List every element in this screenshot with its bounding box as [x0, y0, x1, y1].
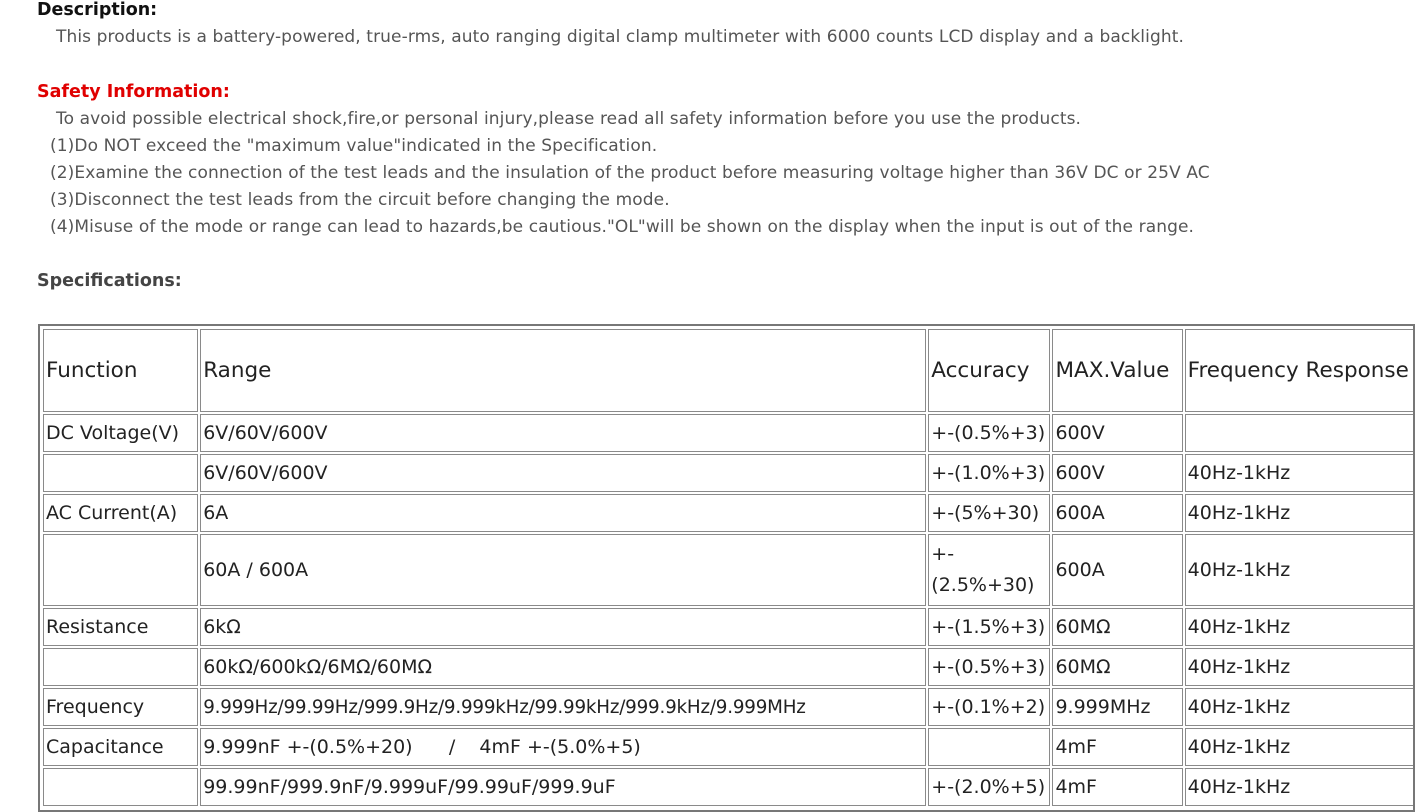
cell-max-value: 4mF: [1052, 728, 1182, 766]
cell-function: Capacitance: [43, 728, 198, 766]
cell-function: AC Current(A): [43, 494, 198, 532]
cell-accuracy: [928, 534, 1050, 606]
cell-function: Resistance: [43, 608, 198, 646]
safety-intro: To avoid possible electrical shock,fire,or personal injury,please read all safety information before you use the products.: [56, 109, 1082, 129]
cell-range: 6V/60V/600V: [200, 454, 926, 492]
table-row: [43, 648, 1415, 686]
cell-function: DC Voltage(V): [43, 414, 198, 452]
cell-function: [43, 648, 198, 686]
safety-item-1: (1)Do NOT exceed the "maximum value"indicated in the Specification.: [50, 136, 658, 156]
cell-accuracy: [928, 728, 1050, 766]
cell-function: [43, 768, 198, 806]
cell-accuracy-line2: (2.5%+30): [931, 574, 1035, 596]
header-accuracy: Accuracy: [928, 329, 1050, 412]
cell-frequency: 40Hz-1kHz: [1185, 494, 1415, 532]
table-row: [43, 534, 1415, 606]
cell-range: 6V/60V/600V: [200, 414, 926, 452]
header-max-value: MAX.Value: [1052, 329, 1182, 412]
specifications-table-frame: [38, 324, 1415, 812]
safety-item-4: (4)Misuse of the mode or range can lead to hazards,be cautious."OL"will be shown on the display when the input is out of the range.: [50, 217, 1195, 237]
cell-frequency: 40Hz-1kHz: [1185, 454, 1415, 492]
cell-accuracy-line1: +-: [931, 543, 955, 565]
header-frequency-response: Frequency Response: [1185, 329, 1415, 412]
cell-frequency: [1185, 414, 1415, 452]
specifications-heading: Specifications:: [37, 271, 182, 291]
cell-accuracy: +-(1.0%+3): [928, 454, 1050, 492]
cell-accuracy: +-(5%+30): [928, 494, 1050, 532]
cell-max-value: 600V: [1052, 454, 1182, 492]
cell-frequency: 40Hz-1kHz: [1185, 768, 1415, 806]
cell-frequency: 40Hz-1kHz: [1185, 648, 1415, 686]
cell-range: 60A / 600A: [200, 534, 926, 606]
cell-range: 9.999nF +-(0.5%+20) / 4mF +-(5.0%+5): [200, 728, 926, 766]
cell-range: 60kΩ/600kΩ/6MΩ/60MΩ: [200, 648, 926, 686]
cell-range: 99.99nF/999.9nF/9.999uF/99.99uF/999.9uF: [200, 768, 926, 806]
cell-max-value: 600V: [1052, 414, 1182, 452]
cell-function: [43, 534, 198, 606]
safety-heading: Safety Information:: [37, 82, 230, 102]
table-row: [43, 414, 1415, 452]
table-row: [43, 494, 1415, 532]
cell-frequency: 40Hz-1kHz: [1185, 534, 1415, 606]
specifications-table: [41, 327, 1415, 808]
table-row: [43, 768, 1415, 806]
cell-range: 9.999Hz/99.99Hz/999.9Hz/9.999kHz/99.99kHz/999.9kHz/9.999MHz: [200, 688, 926, 726]
cell-max-value: 60MΩ: [1052, 608, 1182, 646]
description-heading: Description:: [37, 0, 158, 20]
description-text: This products is a battery-powered, true-rms, auto ranging digital clamp multimeter with 6000 counts LCD display and a backlight.: [56, 27, 1184, 47]
table-header-row: [43, 329, 1415, 412]
cell-frequency: 40Hz-1kHz: [1185, 728, 1415, 766]
table-row: [43, 688, 1415, 726]
cell-accuracy: +-(0.1%+2): [928, 688, 1050, 726]
cell-max-value: 60MΩ: [1052, 648, 1182, 686]
cell-range: 6kΩ: [200, 608, 926, 646]
table-row: [43, 608, 1415, 646]
header-range: Range: [200, 329, 926, 412]
cell-frequency: 40Hz-1kHz: [1185, 608, 1415, 646]
cell-max-value: 9.999MHz: [1052, 688, 1182, 726]
table-row: [43, 454, 1415, 492]
cell-max-value: 4mF: [1052, 768, 1182, 806]
cell-accuracy: +-(2.0%+5): [928, 768, 1050, 806]
cell-function: Frequency: [43, 688, 198, 726]
cell-max-value: 600A: [1052, 534, 1182, 606]
safety-item-2: (2)Examine the connection of the test leads and the insulation of the product before measuring voltage higher than 36V DC or 25V AC: [50, 163, 1210, 183]
table-row: [43, 728, 1415, 766]
cell-function: [43, 454, 198, 492]
cell-range: 6A: [200, 494, 926, 532]
safety-item-3: (3)Disconnect the test leads from the circuit before changing the mode.: [50, 190, 670, 210]
cell-accuracy: +-(1.5%+3): [928, 608, 1050, 646]
cell-accuracy: +-(0.5%+3): [928, 414, 1050, 452]
header-function: Function: [43, 329, 198, 412]
cell-frequency: 40Hz-1kHz: [1185, 688, 1415, 726]
cell-accuracy: +-(0.5%+3): [928, 648, 1050, 686]
cell-max-value: 600A: [1052, 494, 1182, 532]
